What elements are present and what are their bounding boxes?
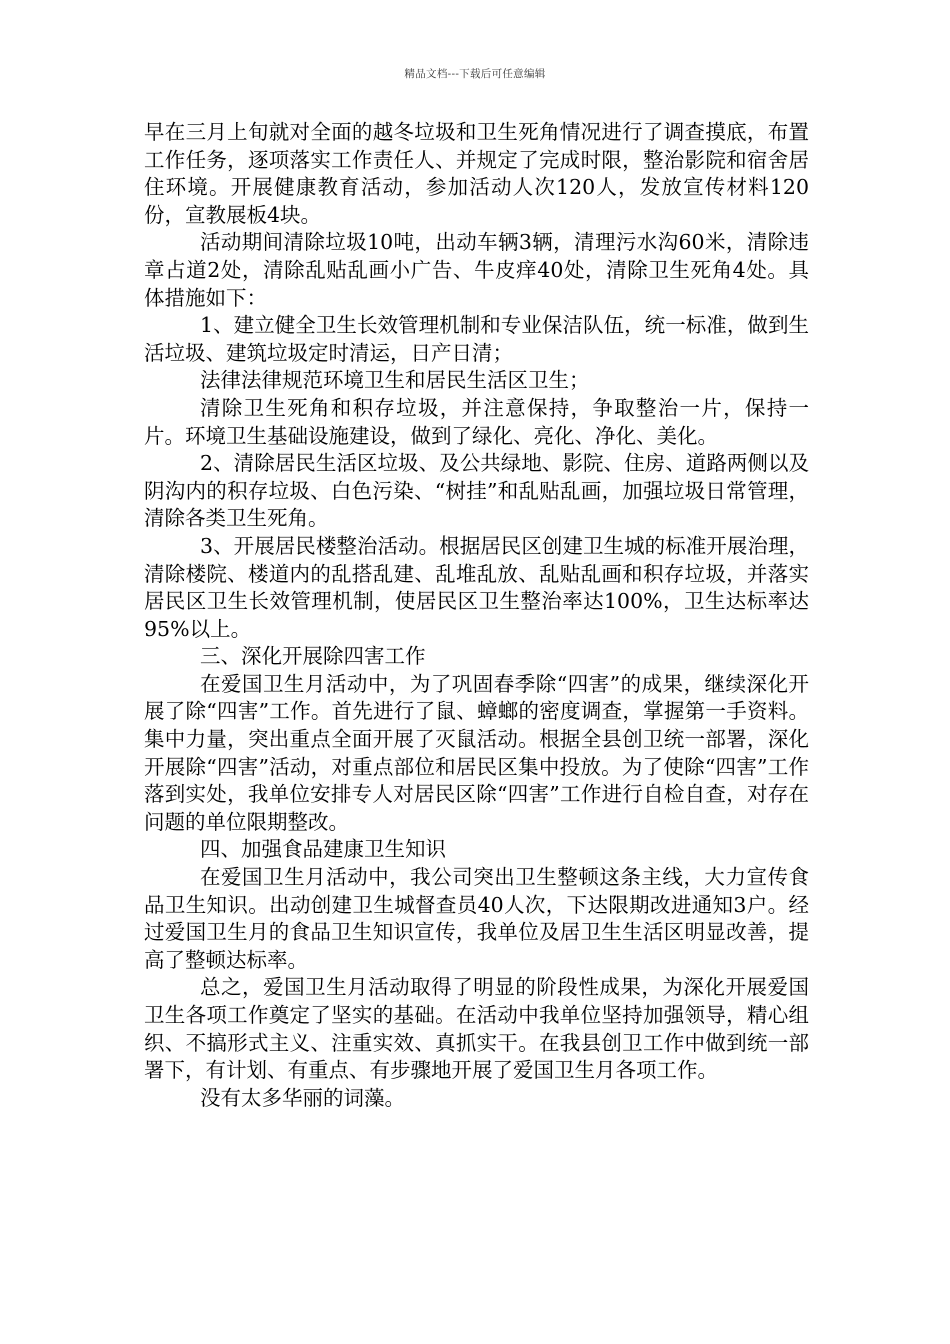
paragraph: 早在三月上旬就对全面的越冬垃圾和卫生死角情况进行了调查摸底，布置工作任务，逐项落实工作责任人、并规定了完成时限，整治影院和宿舍居住环境。开展健康教育活动，参加活动人次120人，发放宣传材料120份，宣教展板4块。 xyxy=(144,120,809,227)
paragraph: 活动期间清除垃圾10吨，出动车辆3辆，清理污水沟60米，清除违章占道2处，清除乱贴乱画小广告、牛皮痒40处，清除卫生死角4处。具体措施如下： xyxy=(144,230,809,310)
paragraph: 3、开展居民楼整治活动。根据居民区创建卫生城的标准开展治理，清除楼院、楼道内的乱搭乱建、乱堆乱放、乱贴乱画和积存垃圾，并落实居民区卫生长效管理机制，使居民区卫生整治率达100%，卫生达标率达95%以上。 xyxy=(144,533,809,641)
page-header: 精品文档---下载后可任意编辑 xyxy=(404,68,546,80)
section-heading: 四、加强食品建康卫生知识 xyxy=(200,837,446,862)
paragraph: 总之，爱国卫生月活动取得了明显的阶段性成果，为深化开展爱国卫生各项工作奠定了坚实的基础。在活动中我单位坚持加强领导，精心组织、不搞形式主义、注重实效、真抓实干。在我县创卫工作中做到统一部署下，有计划、有重点、有步骤地开展了爱国卫生月各项工作。 xyxy=(144,975,809,1083)
document-body xyxy=(144,119,809,1112)
paragraph: 在爱国卫生月活动中，我公司突出卫生整顿这条主线，大力宣传食品卫生知识。出动创建卫生城督查员40人次，下达限期改进通知3户。经过爱国卫生月的食品卫生知识宣传，我单位及居卫生生活区明显改善，提高了整顿达标率。 xyxy=(144,865,809,972)
paragraph: 1、建立健全卫生长效管理机制和专业保洁队伍，统一标准，做到生活垃圾、建筑垃圾定时清运，日产日清； xyxy=(144,313,809,365)
paragraph: 没有太多华丽的词藻。 xyxy=(200,1085,405,1110)
paragraph: 法律法律规范环境卫生和居民生活区卫生； xyxy=(200,368,590,393)
paragraph: 清除卫生死角和积存垃圾，并注意保持，争取整治一片，保持一片。环境卫生基础设施建设，做到了绿化、亮化、净化、美化。 xyxy=(144,395,809,448)
paragraph: 在爱国卫生月活动中，为了巩固春季除“四害”的成果，继续深化开展了除“四害”工作。首先进行了鼠、蟑螂的密度调查，掌握第一手资料。集中力量，突出重点全面开展了灭鼠活动。根据全县创卫统一部署，深化开展除“四害”活动，对重点部位和居民区集中投放。为了使除“四害”工作落到实处，我单位安排专人对居民区除“四害”工作进行自检自查，对存在问题的单位限期整改。 xyxy=(144,671,809,834)
section-heading: 三、深化开展除四害工作 xyxy=(200,644,426,669)
paragraph: 2、清除居民生活区垃圾、及公共绿地、影院、住房、道路两侧以及阴沟内的积存垃圾、白色污染、“树挂”和乱贴乱画，加强垃圾日常管理，清除各类卫生死角。 xyxy=(144,451,809,531)
